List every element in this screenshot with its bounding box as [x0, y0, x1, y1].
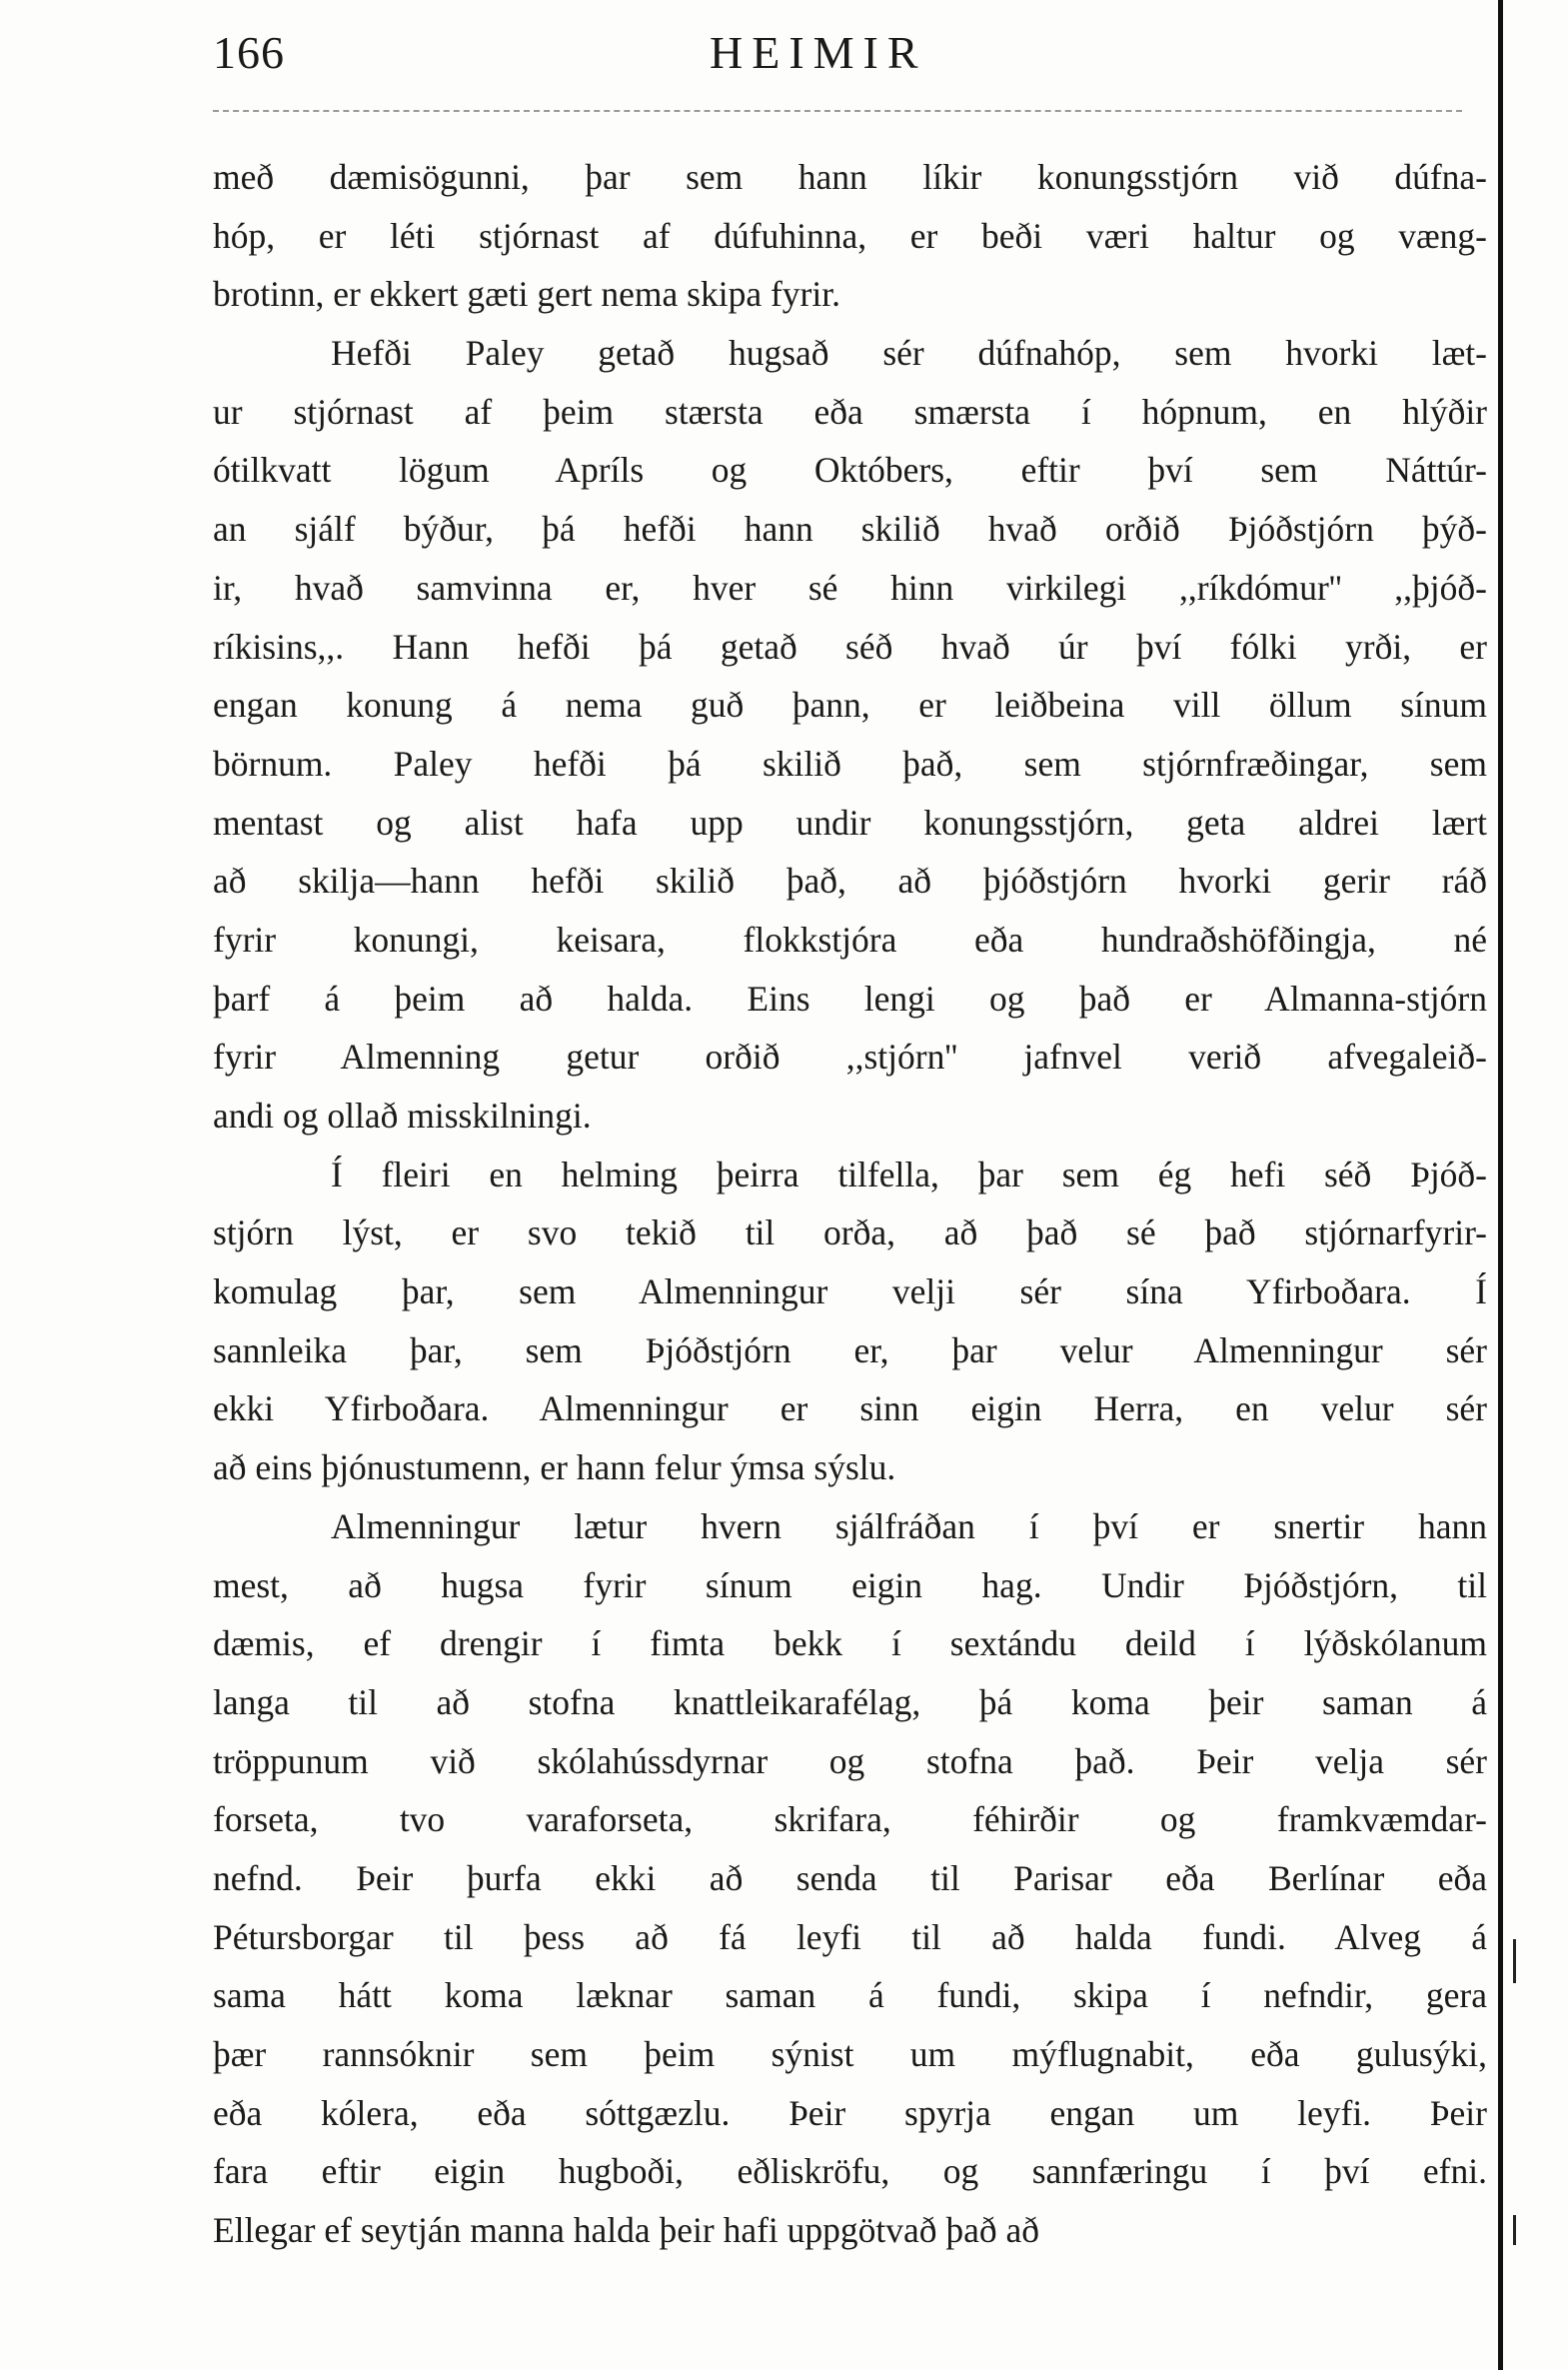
text-line: fara eftir eigin hugboði, eðliskröfu, og sannfæringu í því efni. — [213, 2151, 1487, 2192]
text-line: þær rannsóknir sem þeim sýnist um mýflugnabit, eða gulusýki, — [213, 2034, 1487, 2074]
text-line: sannleika þar, sem Þjóðstjórn er, þar velur Almenningur sér — [213, 1329, 1487, 1370]
text-line: mentast og alist hafa upp undir konungsstjórn, geta aldrei lært — [213, 802, 1487, 843]
text-line: langa til að stofna knattleikarafélag, þá koma þeir saman á — [213, 1681, 1487, 1722]
text-line: þarf á þeim að halda. Eins lengi og það er Almanna-stjórn — [213, 978, 1487, 1019]
text-line: eða kólera, eða sóttgæzlu. Þeir spyrja engan um leyfi. Þeir — [213, 2092, 1487, 2133]
text-line: að skilja—hann hefði skilið það, að þjóðstjórn hvorki gerir ráð — [213, 861, 1487, 902]
text-line: ur stjórnast af þeim stærsta eða smærsta í hópnum, en hlýðir — [213, 391, 1487, 432]
text-line: brotinn, er ekkert gæti gert nema skipa fyrir. — [213, 274, 840, 315]
text-line: að eins þjónustumenn, er hann felur ýmsa sýslu. — [213, 1447, 896, 1488]
text-line: Almenningur lætur hvern sjálfráðan í því er snertir hann — [331, 1505, 1487, 1546]
text-line: með dæmisögunni, þar sem hann líkir konungsstjórn við dúfna- — [213, 157, 1487, 197]
page-edge-line — [1498, 0, 1503, 2370]
text-line: ir, hvað samvinna er, hver sé hinn virkilegi ,,ríkdómur'' ,,þjóð- — [213, 567, 1487, 608]
paragraph — [213, 1146, 1487, 1497]
text-line: Pétursborgar til þess að fá leyfi til að halda fundi. Alveg á — [213, 1916, 1487, 1957]
text-line: hóp, er léti stjórnast af dúfuhinna, er beði væri haltur og væng- — [213, 215, 1487, 256]
text-line: an sjálf býður, þá hefði hann skilið hvað orðið Þjóðstjórn þýð- — [213, 509, 1487, 550]
text-line: Hefði Paley getað hugsað sér dúfnahóp, sem hvorki læt- — [331, 333, 1487, 374]
text-line: fyrir konungi, keisara, flokkstjóra eða hundraðshöfðingja, né — [213, 919, 1487, 960]
text-line: engan konung á nema guð þann, er leiðbeina vill öllum sínum — [213, 685, 1487, 726]
paragraph — [213, 1497, 1487, 2260]
page-number: 166 — [213, 27, 285, 78]
body-text — [213, 148, 1487, 2260]
text-line: dæmis, ef drengir í fimta bekk í sextándu deild í lýðskólanum — [213, 1623, 1487, 1664]
text-line: Í fleiri en helming þeirra tilfella, þar sem ég hefi séð Þjóð- — [331, 1154, 1487, 1194]
text-line: sama hátt koma læknar saman á fundi, skipa í nefndir, gera — [213, 1975, 1487, 2016]
paragraph — [213, 324, 1487, 1146]
text-line: stjórn lýst, er svo tekið til orða, að það sé það stjórnarfyrir- — [213, 1212, 1487, 1253]
running-head: HEIMIR — [710, 27, 927, 78]
text-line: fyrir Almenning getur orðið ,,stjórn'' jafnvel verið afvegaleið- — [213, 1037, 1487, 1078]
margin-mark — [1513, 2215, 1516, 2245]
text-line: forseta, tvo varaforseta, skrifara, féhirðir og framkvæmdar- — [213, 1799, 1487, 1840]
text-line: andi og ollað misskilningi. — [213, 1096, 592, 1136]
text-line: Ellegar ef seytján manna halda þeir hafi uppgötvað það að — [213, 2210, 1040, 2251]
paragraph — [213, 148, 1487, 324]
text-line: mest, að hugsa fyrir sínum eigin hag. Undir Þjóðstjórn, til — [213, 1564, 1487, 1605]
text-line: ríkisins,,. Hann hefði þá getað séð hvað úr því fólki yrði, er — [213, 626, 1487, 667]
text-line: tröppunum við skólahússdyrnar og stofna það. Þeir velja sér — [213, 1740, 1487, 1781]
text-line: ótilkvatt lögum Apríls og Októbers, eftir því sem Náttúr- — [213, 450, 1487, 491]
header-rule — [213, 110, 1462, 112]
text-line: komulag þar, sem Almenningur velji sér sína Yfirboðara. Í — [213, 1271, 1487, 1312]
text-line: nefnd. Þeir þurfa ekki að senda til Parisar eða Berlínar eða — [213, 1857, 1487, 1898]
text-line: börnum. Paley hefði þá skilið það, sem stjórnfræðingar, sem — [213, 743, 1487, 784]
margin-mark — [1513, 1939, 1516, 1983]
text-line: ekki Yfirboðara. Almenningur er sinn eigin Herra, en velur sér — [213, 1388, 1487, 1429]
